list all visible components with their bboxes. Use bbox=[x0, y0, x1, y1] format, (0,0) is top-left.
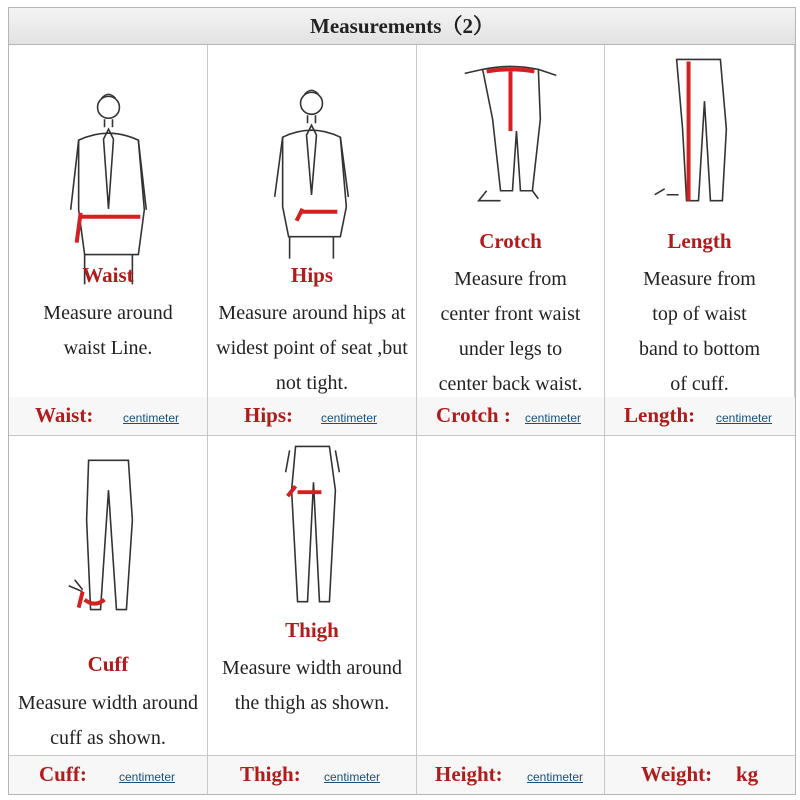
input-row-2 bbox=[9, 756, 795, 794]
card-cuff bbox=[9, 436, 208, 756]
length-illustration bbox=[605, 45, 794, 245]
field-weight[interactable] bbox=[605, 756, 795, 794]
card-desc-thigh: Measure width around the thigh as shown. bbox=[222, 657, 402, 714]
measuring-tape bbox=[77, 213, 141, 243]
card-name-cuff: Cuff bbox=[87, 652, 129, 676]
unit-link-hips[interactable]: centimeter bbox=[321, 411, 378, 425]
card-name-crotch: Crotch bbox=[479, 229, 542, 253]
page-title: Measurements（2） bbox=[9, 8, 795, 45]
card-name-waist: Waist bbox=[82, 263, 134, 287]
unit-link-height[interactable]: centimeter bbox=[527, 770, 584, 784]
empty-cell bbox=[417, 436, 605, 756]
field-thigh[interactable] bbox=[208, 756, 417, 794]
card-hips bbox=[208, 45, 417, 404]
unit-link-waist[interactable]: centimeter bbox=[123, 411, 180, 425]
hips-illustration bbox=[208, 45, 416, 295]
card-length bbox=[605, 45, 795, 404]
empty-cell bbox=[605, 436, 795, 756]
card-name-thigh: Thigh bbox=[285, 618, 339, 642]
card-desc-length: Measure from top of waist band to bottom of cuff. bbox=[638, 268, 761, 395]
unit-weight: kg bbox=[736, 762, 759, 786]
field-crotch[interactable] bbox=[417, 397, 605, 435]
card-desc-crotch: Measure from center front waist under legs to center back waist. bbox=[438, 268, 583, 395]
field-label-thigh: Thigh: bbox=[240, 762, 301, 786]
measuring-tape bbox=[297, 209, 338, 221]
field-label-waist: Waist: bbox=[35, 403, 94, 427]
measuring-tape bbox=[288, 486, 322, 496]
card-name-hips: Hips bbox=[290, 263, 334, 287]
card-crotch bbox=[417, 45, 605, 404]
field-label-height: Height: bbox=[435, 762, 503, 786]
cuff-illustration bbox=[9, 436, 207, 626]
card-waist bbox=[9, 45, 208, 404]
field-hips[interactable] bbox=[208, 397, 417, 435]
field-label-weight: Weight: bbox=[641, 762, 713, 786]
card-desc-waist: Measure around waist Line. bbox=[43, 302, 173, 359]
card-thigh bbox=[208, 436, 417, 756]
field-label-cuff: Cuff: bbox=[39, 762, 87, 786]
field-label-length: Length: bbox=[624, 403, 696, 427]
unit-link-crotch[interactable]: centimeter bbox=[525, 411, 582, 425]
unit-link-cuff[interactable]: centimeter bbox=[119, 770, 176, 784]
unit-link-thigh[interactable]: centimeter bbox=[324, 770, 381, 784]
field-length[interactable] bbox=[605, 397, 795, 435]
field-waist[interactable] bbox=[9, 397, 208, 435]
card-name-length: Length bbox=[667, 229, 732, 253]
crotch-illustration bbox=[417, 45, 604, 245]
card-desc-cuff: Measure width around cuff as shown. bbox=[18, 692, 198, 749]
field-cuff[interactable] bbox=[9, 756, 208, 794]
field-height[interactable] bbox=[417, 756, 605, 794]
measurement-chart bbox=[8, 7, 796, 795]
measuring-tape bbox=[487, 69, 535, 131]
field-label-hips: Hips: bbox=[244, 403, 294, 427]
waist-illustration bbox=[9, 45, 207, 295]
input-row-1 bbox=[9, 397, 795, 436]
thigh-illustration bbox=[208, 436, 416, 626]
card-desc-hips: Measure around hips at widest point of seat ,but not tight. bbox=[216, 302, 408, 394]
field-label-crotch: Crotch : bbox=[436, 403, 511, 427]
unit-link-length[interactable]: centimeter bbox=[716, 411, 773, 425]
